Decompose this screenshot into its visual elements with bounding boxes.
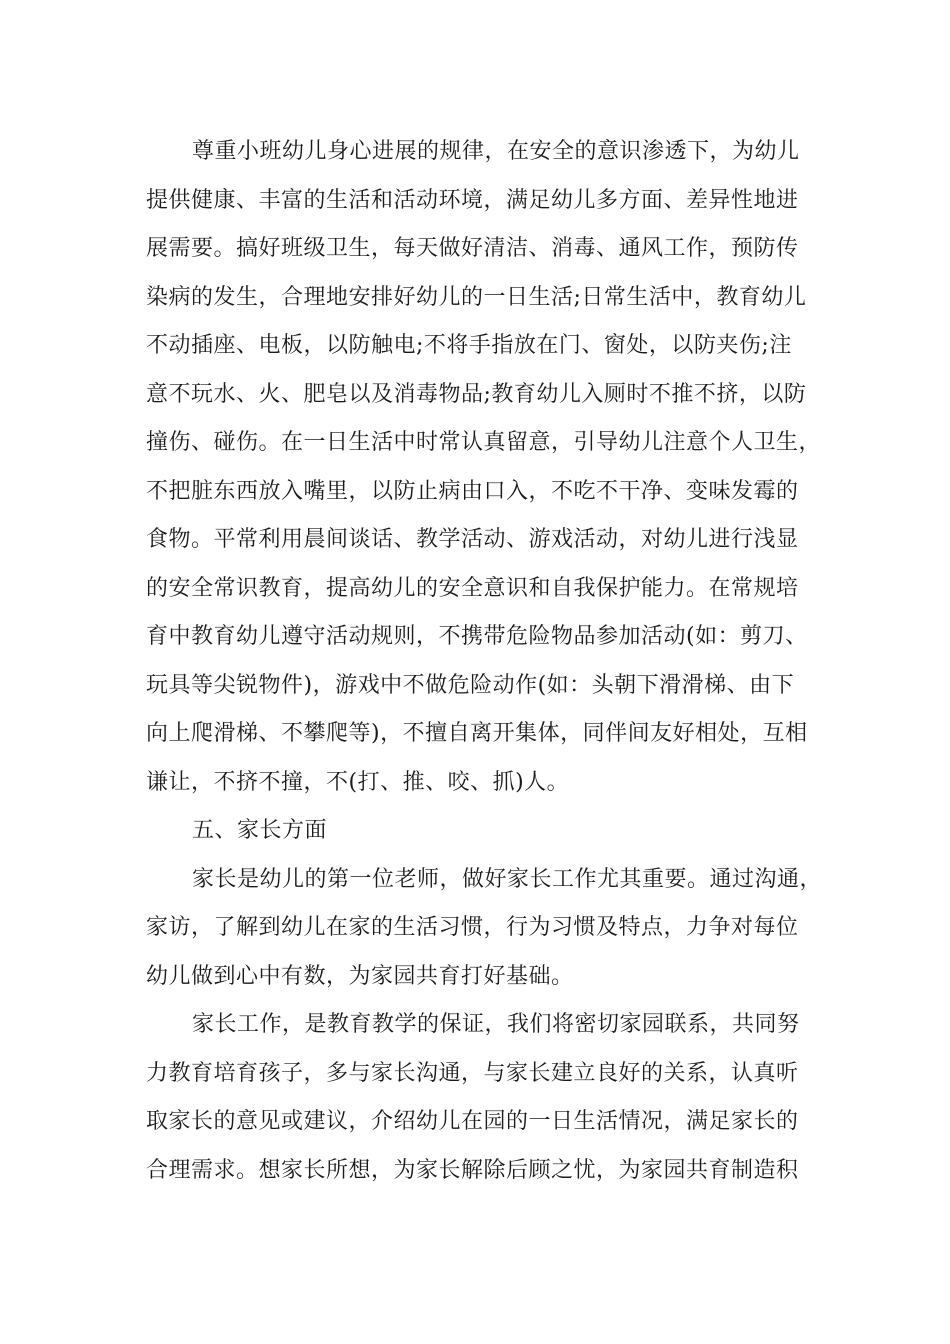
paragraph-safety-line-11: 育中教育幼儿遵守活动规则，不携带危险物品参加活动(如：剪刀、: [146, 624, 808, 649]
paragraph-safety-line-12: 玩具等尖锐物件)，游戏中不做危险动作(如：头朝下滑滑梯、由下: [146, 672, 795, 698]
paragraph-parents-1-line-1: 家长是幼儿的第一位老师，做好家长工作尤其重要。通过沟通，: [192, 866, 823, 892]
paragraph-safety-line-6: 意不玩水、火、肥皂以及消毒物品;教育幼儿入厕时不推不挤，以防: [146, 381, 807, 407]
paragraph-parents-2-line-3: 取家长的意见或建议，介绍幼儿在园的一日生活情况，满足家长的: [146, 1109, 799, 1134]
paragraph-safety-line-9: 食物。平常利用晨间谈话、教学活动、游戏活动，对幼儿进行浅显: [146, 527, 799, 552]
paragraph-safety-line-2: 提供健康、丰富的生活和活动环境，满足幼儿多方面、差异性地进: [146, 187, 799, 213]
paragraph-parents-2-line-1: 家长工作，是教育教学的保证，我们将密切家园联系，共同努: [192, 1012, 800, 1037]
paragraph-parents-1-line-2: 家访，了解到幼儿在家的生活习惯，行为习惯及特点，力争对每位: [146, 915, 799, 940]
paragraph-safety-line-13: 向上爬滑梯、不攀爬等)，不擅自离开集体，同伴间友好相处，互相: [146, 721, 808, 746]
paragraph-parents-2-line-2: 力教育培育孩子，多与家长沟通，与家长建立良好的关系，认真听: [146, 1060, 799, 1086]
paragraph-safety-line-14: 谦让，不挤不撞，不(打、推、咬、抓)人。: [146, 769, 570, 795]
paragraph-safety-line-7: 撞伤、碰伤。在一日生活中时常认真留意，引导幼儿注意个人卫生，: [146, 430, 822, 455]
paragraph-safety-line-4: 染病的发生，合理地安排好幼儿的一日生活;日常生活中，教育幼儿: [146, 284, 807, 310]
paragraph-safety-line-3: 展需要。搞好班级卫生，每天做好清洁、消毒、通风工作，预防传: [146, 236, 799, 261]
paragraph-safety-line-10: 的安全常识教育，提高幼儿的安全意识和自我保护能力。在常规培: [146, 575, 799, 601]
document-body: [146, 128, 826, 1195]
paragraph-parents-2-line-4: 合理需求。想家长所想，为家长解除后顾之忧，为家园共育制造积: [146, 1157, 799, 1183]
paragraph-safety-line-1: 尊重小班幼儿身心进展的规律，在安全的意识渗透下，为幼儿: [192, 139, 800, 164]
paragraph-safety-line-8: 不把脏东西放入嘴里，以防止病由口入，不吃不干净、变味发霉的: [146, 478, 799, 504]
paragraph-safety-line-5: 不动插座、电板，以防触电;不将手指放在门、窗处，以防夹伤;注: [146, 333, 792, 358]
section-heading-parents: 五、家长方面: [192, 818, 328, 843]
paragraph-parents-1-line-3: 幼儿做到心中有数，为家园共育打好基础。: [146, 963, 574, 989]
